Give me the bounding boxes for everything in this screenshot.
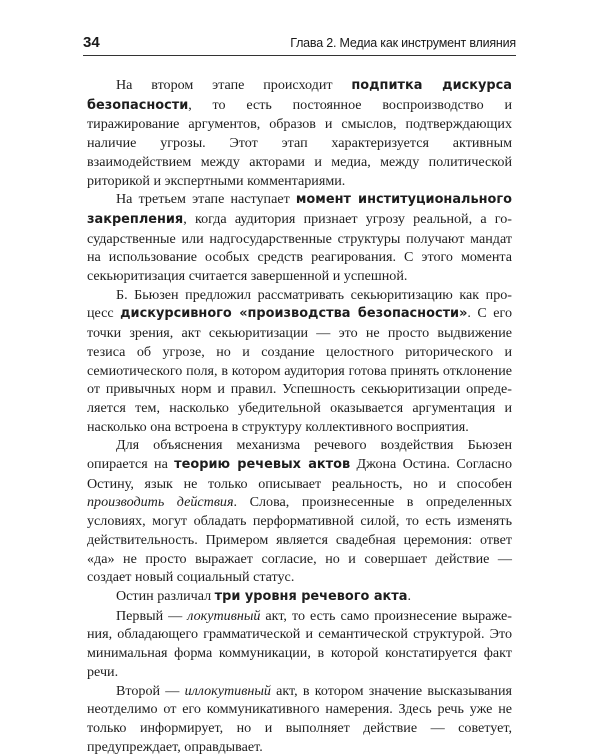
bold-term: три уровня речевого акта bbox=[215, 589, 408, 604]
text-run: Второй — bbox=[116, 683, 185, 699]
text-run: На втором этапе происходит bbox=[116, 77, 351, 93]
text-run: . Слова, произнесенные в определенных условиях, могут обладать перформативной силой, то есть изменять действительность. Примером является свадебная церемония: ответ «да» не просто выражает согласие, но и совершает действие — создает новый социальный статус. bbox=[87, 494, 512, 585]
text-run: Остин различал bbox=[116, 588, 215, 604]
italic-term: иллокутивный bbox=[185, 683, 271, 699]
paragraph bbox=[87, 607, 512, 682]
paragraph bbox=[87, 286, 512, 437]
bold-term: дискурсивного «производства безопасности» bbox=[120, 306, 467, 321]
paragraph bbox=[87, 587, 512, 607]
text-run: Первый — bbox=[116, 608, 187, 624]
header-rule bbox=[83, 55, 516, 56]
text-run: На третьем этапе наступает bbox=[116, 191, 296, 207]
text-run: , то есть постоянное воспроизводство и тиражирование аргументов, образов и смыслов, подтверждающих наличие угрозы. Этот этап характеризуется активным взаимодействием между акторами и медиа, между политической риторикой и экспертными комментариями. bbox=[87, 97, 512, 189]
paragraph bbox=[87, 76, 512, 190]
text-run: Для объяснения механизма речевого воздействия Бьюзен опирается на bbox=[87, 437, 512, 472]
bold-term: момент институционального закрепления bbox=[87, 192, 512, 227]
paragraph bbox=[87, 436, 512, 587]
text-run: . С его точки зрения, акт секьюритизации — это не просто выдвижение тезиса об угрозе, но и создание целостного риторического и семиотического поля, в котором аудитория готова принять отклонение от привычных норм и правил. Успешность секьюритизации определяется тем, насколько убедительной оказывается аргументация и насколько она встроена в структуру коллективного восприятия. bbox=[87, 305, 512, 434]
paragraph bbox=[87, 682, 512, 756]
italic-term: локутивный bbox=[187, 608, 260, 624]
text-run: акт, то есть само произнесение выражения, обладающего грамматической и семантической структурой. Это минимальная форма коммуникации, в которой констатируется факт речи. bbox=[87, 608, 512, 680]
text-run: , когда аудитория признает угрозу реальной, а государственные или надгосударственные структуры получают мандат на использование особых средств реагирования. С этого момента секьюритизация считается завершенной и успешной. bbox=[87, 211, 512, 284]
paragraph bbox=[87, 190, 512, 286]
page-header bbox=[83, 34, 516, 56]
italic-term: производить действия bbox=[87, 494, 234, 510]
text-run: . bbox=[407, 588, 411, 604]
text-run: Джона Остина. Согласно Остину, язык не только описывает реальность, но и способен bbox=[87, 456, 512, 492]
bold-term: подпитка дискурса безопасности bbox=[87, 78, 512, 113]
bold-term: теорию речевых актов bbox=[174, 457, 350, 472]
body-text bbox=[87, 76, 512, 756]
text-run: Б. Бьюзен предложил рассматривать секьюритизацию как процесс bbox=[87, 287, 512, 322]
page-number: 34 bbox=[83, 34, 100, 52]
text-run: акт, в котором значение высказывания неотделимо от его коммуникативного намерения. Здесь речь уже не только информирует, но и выполняет действие — советует, предупреждает, оправдывает. bbox=[87, 683, 512, 755]
running-head: Глава 2. Медиа как инструмент влияния bbox=[290, 35, 516, 51]
